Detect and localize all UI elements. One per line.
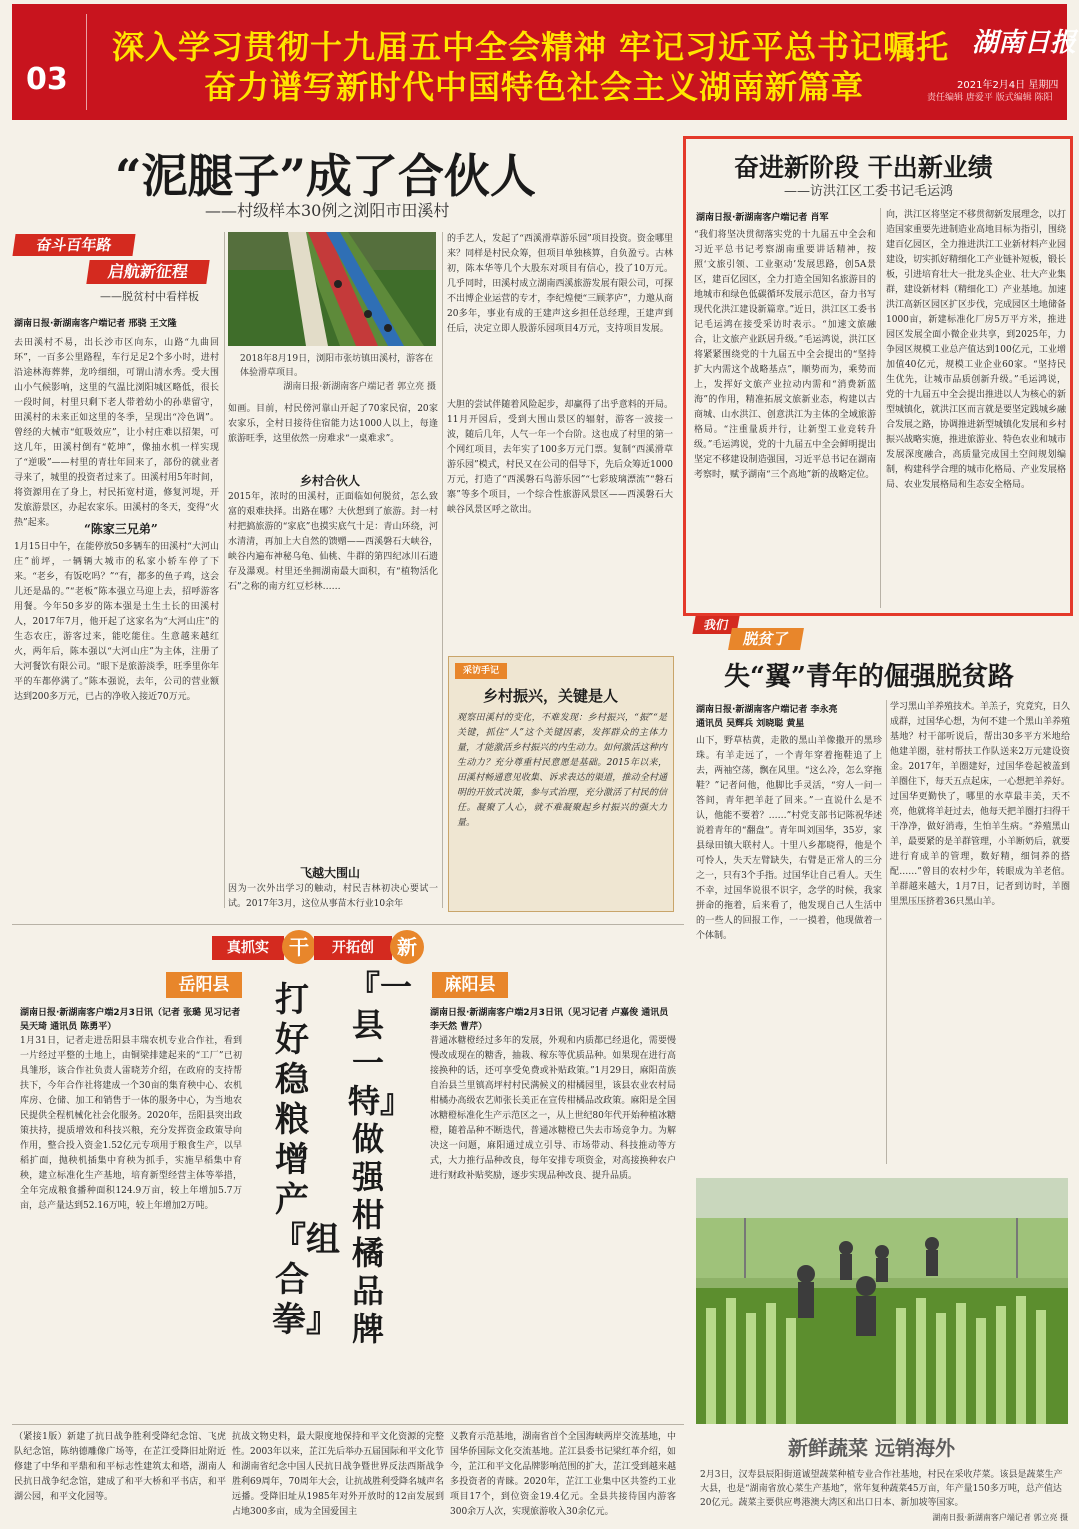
feature-byline: 湖南日报·新湖南客户端记者 肖军	[696, 213, 829, 223]
issue-date: 2021年2月4日 星期四	[957, 80, 1059, 91]
editors-line: 责任编辑 唐爱平 版式编辑 陈阳	[927, 93, 1053, 103]
col4-body-2-continued	[447, 508, 673, 650]
section-fly-dawei: 飞越大围山	[300, 866, 361, 880]
banner-subtitle: ——脱贫村中看样板	[100, 290, 199, 303]
poverty-body-left: 山下，野草枯黄，走散的黑山羊像撒开的黑珍珠。有羊走远了，一个青年穿着拖鞋追了上去，两袖空荡，飘在风里。“这么冷，怎么穿拖鞋？”记者问他，他脚比手灵活，“穷人一问一答间，青年把羊赶了回来。”一直说什么是不认，他能不要着？……”村党支部书记陈祝华述说着青年的“翻盘”。青年叫刘国华，35岁，家县绿田镇大联村人。十里八乡都晓得，他是个可怜人，失天左臂缺失，右臂是正常人的三分之一，只有3个手指。过国华让自己看人。天生不幸，过国华说很不识字，念学的时候，我家拼命的拖着，后来看了，他发现自己人生活中的一些人的回报工作，一一摸着，他现做着一个体制。	[696, 736, 882, 941]
column-rule	[224, 232, 225, 908]
interview-note-label: 采访手记	[455, 663, 507, 679]
news-bottom-left: （紧接1版）新建了抗日战争胜利受降纪念馆、飞虎队纪念馆，陈纳德雕像广场等，在芷江受降旧址附近修建了中华和平鼎和和平标志性建筑太和塔，湖南人民抗日战争纪念馆，建成了和平大桥和平书店，和平湖公园，和平文化园等。	[14, 1432, 226, 1502]
section-chen-brothers: “陈家三兄弟”	[84, 522, 158, 536]
photo-caption: 2018年8月19日，浏阳市张坊镇田溪村，游客在体验滑草项目。	[240, 354, 434, 378]
poverty-body-right-continued	[890, 968, 1070, 1164]
poverty-byline-2: 通讯员 吴辉兵 刘晓聪 黄星	[696, 719, 805, 729]
grass-slide-photo	[228, 232, 436, 346]
yueyang-body: 1月31日，记者走进岳阳县丰瑞农机专业合作社，看到一片经过平整的土地上，由铜梁排建起来的“工厂”已初具雏形，该合作社负责人雷晓芳介绍，在政府的支持帮扶下，今年合作社将建成一个30亩的集育秧中心、农机库房、仓储、加工和销售于一体的服务中心，为当地农民提供全程机械化社会化服务。2020年，岳阳县突出政策扶持，提质增效和科技兴粮，充分发挥资金政策导向作用，整合投入资金1.52亿元专项用于粮食生产，以早稻扩面，抛秧机插集中育秧为抓手，实施早稻集中育秧，建立标准化生产基地，培育新型经营主体等举措，全年完成粮食播种面积124.9万亩，较上年增加5.7万亩，总产量达到52.16万吨，较上年增加2万吨。	[20, 1036, 242, 1211]
section-divider	[12, 924, 684, 925]
feature-subhead: ——访洪江区工委书记毛运鸿	[784, 184, 954, 199]
main-subhead: ——村级样本30例之浏阳市田溪村	[205, 201, 450, 220]
label-out-of-poverty: 脱贫了	[728, 628, 804, 650]
main-body-2-continued	[14, 712, 219, 904]
celery-harvest-photo	[696, 1178, 1068, 1424]
main-headline: “泥腿子”成了合伙人	[115, 149, 536, 203]
masthead-divider	[86, 14, 87, 110]
column-rule	[442, 232, 443, 908]
vegetables-caption: 2月3日，汉寿县辰阳街道诚望蔬菜种植专业合作社基地，村民在采收芹菜。该县是蔬菜生产大县，也是“湖南省放心菜生产基地”，常年复种蔬菜45万亩，年产量150多万吨，总产值达20亿元。蔬菜主要供应粤港澳大湾区和出口日本、新加坡等国家。	[700, 1470, 1063, 1508]
page-number: 03	[26, 62, 68, 97]
section-divider	[12, 1424, 684, 1425]
main-body-2: 1月15日中午，在能停放50多辆车的田溪村“大河山庄”前坪，一辆辆大城市的私家小轿车停了下来。“老乡，有饭吃吗？”“有，都多的鱼子鸡，这会儿还是晶的。”“老板”陈本强立马迎上去，招呼游客用餐。今年50多岁的陈本强是土生土长的田溪村人，2017年7月，他开起了这家名为“大河山庄”的生态农庄，游客过来，能吃能住。生意越来越红火，两年后，陈本强以“大河山庄”为主体，注册了大河餐饮有限公司。“眼下是旅游淡季，旺季里你年平的车都停满了。”陈本强说，去年，公司的营业额达到200多万元，已占的净收入接近70万元。	[14, 542, 219, 702]
feature-body-left: “我们将坚决贯彻落实党的十九届五中全会和习近平总书记考察湖南重要讲话精神，按照‘文旅引领、工业驱动’发展思路，创5A景区，建百亿园区，全力打造全国知名旅游目的地城市和绿色低碳循环发展示范区，奋力书写现代化洪江建设新篇章。”近日，洪江区工委书记毛运鸿在接受采访时表示。“加速文旅融合，让文旅产业跃居升级。”毛运鸿说，洪江区将紧紧围绕党的十九届五中全会提出的“坚持扩大内需这个战略基点”，顺势而为，乘势而上，发挥好文旅产业拉动内需和“消费新蓝海”的作用，精准拓展文旅新业态，构建以古商城、山水洪江、创意洪江为主体的全域旅游格局。“注重量质并行，让新型工业竞转升级。”毛运鸿说，党的十九届五中全会鲜明提出坚定不移建设制造强国，习近平总书记在湖南考察时，赋予湖南“三个高地”新的战略定位。	[694, 230, 876, 480]
interview-note-box	[448, 656, 674, 912]
vertical-title-grain: 打好稳粮增产『组合拳』	[272, 980, 340, 1340]
newspaper-logo: 湖南日报	[972, 28, 1077, 58]
masthead	[12, 4, 1077, 120]
col4-body-1: 的手艺人，发起了“西溪滑草游乐园”项目投资。资金哪里来？同样是村民众筹，但项目单独核算，自负盈亏。古林初，陈本华等几个大股东对项目有信心，投了10万元。几乎同时，田溪村成立湖南西溪旅游发展有限公司，可探不出博企业运营的专才，李纪煌便“三顾茅庐”，力邀从商20多年，事业有成的王建声这乡担任总经理，王建声到任后，决定立即人股游乐园项目4万元，支持项目发展。	[447, 234, 673, 334]
mayang-byline: 湖南日报·新湖南客户端2月3日讯（见习记者 卢嘉俊 通讯员 李天然 曹芹）	[430, 1008, 669, 1032]
mayang-body-continued	[430, 1262, 676, 1410]
news-bottom-right: 义教育示范基地，湖南省首个全国海峡两岸交流基地，中国华侨国际文化交流基地。芷江县委书记梁红革介绍，如今，芷江和平文化品牌影响范围的扩大，芷江受到越来越多投资者的青睐。2020年，芷江工业集中区共签约工业项目17个，到位资金19.4亿元。全县共接待国内游客300余万人次，实现旅游收入30余亿元。	[450, 1432, 676, 1517]
yueyang-body-continued	[20, 1270, 242, 1410]
vegetables-credit: 湖南日报·新湖南客户端记者 郭立亮 摄	[932, 1513, 1068, 1522]
poverty-body-left-continued	[696, 970, 882, 1164]
poverty-byline-1: 湖南日报·新湖南客户端记者 李永亮	[696, 705, 838, 715]
banner-new-journey: 启航新征程	[86, 260, 209, 284]
column-rule	[880, 208, 881, 608]
vegetables-headline: 新鲜蔬菜 远销海外	[788, 1436, 955, 1460]
county-label-mayang: 麻阳县	[432, 972, 508, 998]
label-we: 我们	[692, 616, 739, 634]
feature-body-right: 向，洪江区将坚定不移贯彻新发展理念，以打造国家重要先进制造业高地目标为指引，围绕建百亿园区，全力推进洪江工业新材料产业园建设，切实抓好精细化工产业链补短板，锻长板，引进培育壮大一批龙头企业、壮大产业集群，建设新材料（精细化工）产业基地。加速洪江高新区园区扩区步伐，完成园区土地储备1000亩，新建标准化厂房5万平方米，推进园区发展全面小微企业共享，到2025年，力争园区规模工业总产值达到100亿元，工业增加值40亿元，规模工业企业60家。“坚持民生优先，让城市品质创新升级。”毛运鸿说，党的十九届五中全会提出推进以人为核心的新型城镇化，就洪江区而言就是要坚定践城乡融合发展之路，协调推进新型城镇化发展和乡村振兴战略实施，推进旅游业、特色农业和城市发展深度融合，高质量完成国土空间规划编制，构建科学合理的城市化格局、产业发展格局、农业发展格局和生态安全格局。	[886, 210, 1067, 490]
banner-fight-century: 奋斗百年路	[12, 234, 135, 256]
news-bottom-mid: 抗战文物史料，最大限度地保持和平文化资源的完整性。2003年以来，芷江先后举办五届国际和平文化节和湖南省纪念中国人民抗日战争暨世界反法西斯战争胜利69周年，70周年大会，让抗战胜利受降名城声名远播。受降旧址从1985年对外开放时的12亩发展到占地300多亩，成为全国爱国主	[232, 1432, 444, 1517]
banner-char-new: 新	[390, 930, 424, 964]
mayang-body: 普通冰糖橙经过多年的发展，外观和内质都已经退化，需要慢慢改成现在的糖香，抽栽、稼东等优质品种。如果现在进行高接换种的话，还可享受免费或补贴政策。”1月29日，麻阳苗族自治县兰里镇高坪村村民满候义的柑橘园里，该县农业农村局柑橘办高级农艺师张长美正在宣传柑橘品改政策。麻阳是全国冰糖橙标准化生产示范区之一，从上世纪80年代开始种植冰糖橙，随着品种不断迭代，普通冰糖橙已失去市场竞争力。为解决这一问题，麻阳通过成立引导、市场带动、科技推动等方式，大力推行品种改良，每年安排专项资金，对高接换种农户进行财政补贴奖励，逐步实现品种改良、提升品质。	[430, 1036, 676, 1181]
banner-char-do: 干	[282, 930, 316, 964]
interview-note-title: 乡村振兴，关键是人	[483, 687, 619, 705]
col3-body-2-continued	[228, 616, 438, 860]
masthead-title-line2: 奋力谱写新时代中国特色社会主义湖南新篇章	[204, 68, 865, 106]
col4-body-2: 大胆的尝试伴随着风险起步，却赢得了出乎意料的开局。11月开园后，受到大围山景区的辐射，游客一波接一波，随后几年，人气一年一个台阶。这也成了村里的第一个网红项目，去年实了100多万元门票。复制“西溪滑草游乐园”模式，村民又在公司的倡导下，先后众筹近1000万元，打造了“西溪磐石鸟游乐园”“七彩玻璃漂流”“磐石寨”等多个项目，一个综合性旅游风景区——西溪磐石大峡谷风景区呼之欲出。	[447, 400, 673, 515]
poverty-body-right: 学习黑山羊养殖技术。羊羔子，究竟究，日久成群，过国华心想，为何不建一个黑山羊养殖基地？村干部听说后，帮出30多平方米地给他建羊圈，驻村帮扶工作队送来2万元建设资金。2017年，羊圈建好，过国华卷起被盖到羊圈住下，每天五点起床，一心想把羊养好。过国华更勤快了，哪里的水草最丰美，天不亮，他就将羊赶过去，他每天把羊圈打扫得干干净净，做好消毒，生怕羊生病。“养殖黑山羊，最要紧的是羊群管理，小羊断奶后，就要进行育成羊的管理，数好精，细饲养的搭配……”曾目的农村少年，转眼成为羊老倌。羊群越来越大，1月7日，记者到访时，羊圈里黑压压挤着36只黑山羊。	[890, 702, 1071, 907]
section-village-partners: 乡村合伙人	[300, 474, 361, 488]
vertical-title-citrus: 『一县一特』做强柑橘品牌	[348, 968, 413, 1348]
county-label-yueyang: 岳阳县	[166, 972, 242, 998]
banner-pioneer: 开拓创	[314, 936, 392, 960]
banner-real-work: 真抓实	[212, 936, 284, 960]
main-body-1: 去田溪村不易，出长沙市区向东，山路“九曲回环”，一百多公里路程，车行足足2个多小时，进村沿途林海葬葬，龙吟细细，可谓山清水秀。受大围山小气候影响，这里的气温比浏阳城区略低，很长一段时间，村里只剩下老人带着幼小的孙辈留守，田溪村的未来正如这里的冬季，呈现出“冷色调”。曾经的大械市“虹吸效应”，让小村庄难以招架，可这几年，田溪村倒有“乾坤”，像抽水机一样实现了“逆吸”——村里的青壮年回来了，部份的就业者寻来了，城里的投资者过来了。田溪村用5年时间，将资源用在了身上，村民拓宽村道，修复河堤，开发旅游景区，办起农家乐。田溪村的冬天，变得“火热”起来。	[14, 338, 219, 528]
feature-banner	[212, 930, 452, 966]
feature-headline: 奋进新阶段 干出新业绩	[734, 153, 993, 182]
interview-note-body: 观察田溪村的变化，不难发现：乡村振兴，“振”“是关键，抓住“人”这个关键因素，发挥群众的主体力量，才能激活乡村振兴的内生动力。如何激活这种内生动力？充分尊重村民意愿是基础。2015年以来，田溪村畅通意见收集、诉求表达的渠道，推动全村通明的开放式决策，参与式治理，充分激活了村民的信任。凝聚了人心，就不难凝聚起乡村振兴的强大力量。	[457, 713, 667, 828]
column-rule	[886, 700, 887, 1164]
col3-body-3: 因为一次外出学习的触动，村民吉林初决心要试一试。2017年3月，这位从事苗木行业10余年	[228, 884, 438, 909]
photo-credit: 湖南日报·新湖南客户端记者 郭立亮 摄	[283, 382, 436, 392]
col3-body-2: 2015年，浓时的田溪村，正面临如何脱贫，怎么致富的艰难抉择。出路在哪？大伙想到了旅游。封一村村把搞旅游的“家底”也摸实底气十足：青山环绕，河水清清，再加上大自然的馈赠——西溪磐石大峡谷，峡谷内遍布神秘乌龟、仙桃、牛群的第四纪冰川石遗存及瀑观。村里还坐拥湖南最大面积，有“植物活化石”之称的南方红豆杉林……	[228, 492, 438, 592]
poverty-headline: 失“翼”青年的倔强脱贫路	[724, 662, 1014, 692]
main-byline: 湖南日报·新湖南客户端记者 邢骁 王文隆	[14, 319, 177, 329]
col3-body-1: 如画。目前，村民傍河靠山开起了70家民宿，20家农家乐，全村日接待住宿能力达1000人以上，每逢旅游旺季，这里依然一房难求“一桌难求”。	[228, 404, 438, 444]
masthead-title-line1: 深入学习贯彻十九届五中全会精神 牢记习近平总书记嘱托	[112, 28, 950, 66]
yueyang-byline: 湖南日报·新湖南客户端2月3日讯（记者 张璐 见习记者 吴天琦 通讯员 陈勇平）	[20, 1008, 241, 1032]
